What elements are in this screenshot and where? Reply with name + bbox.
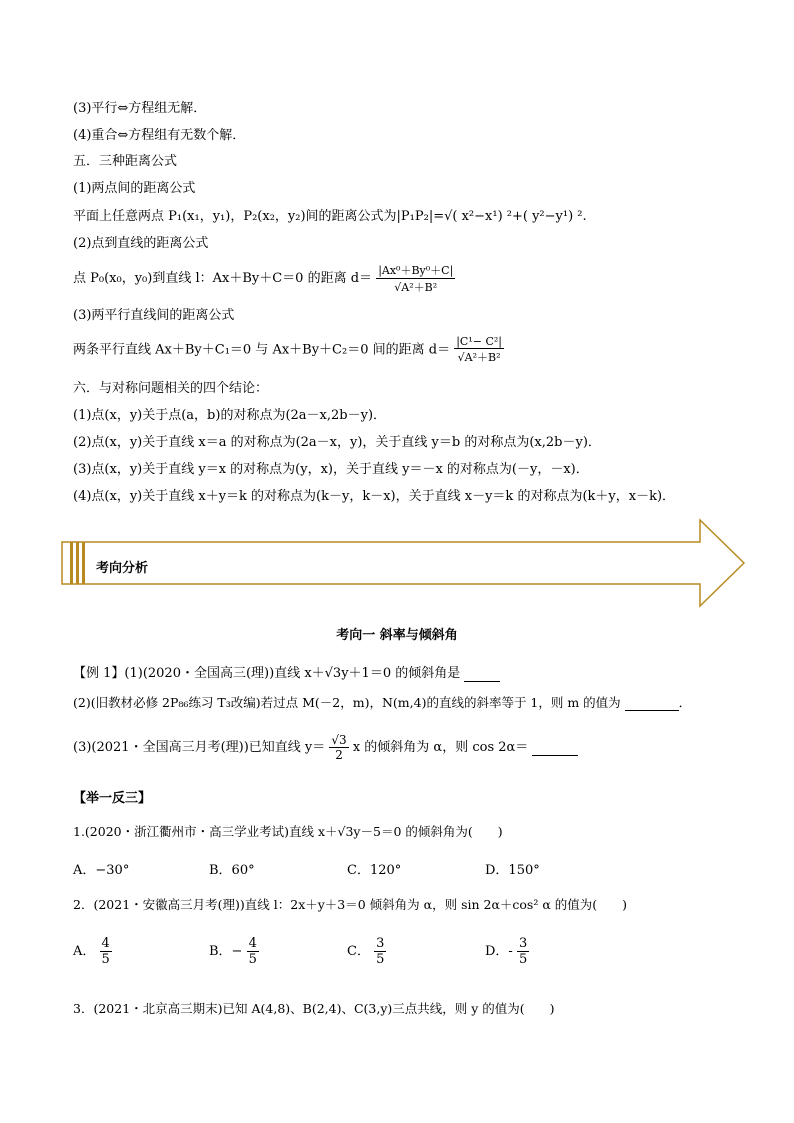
text-line: (4)重合⇔方程组有无数个解． [73, 128, 246, 143]
example-q3 [73, 733, 578, 762]
practice-heading: 【举一反三】 [73, 791, 152, 806]
question-text: x 的倾斜角为 α，则 cos 2α＝ [352, 740, 529, 755]
fraction-numerator: |Ax⁰＋By⁰＋C| [378, 264, 454, 277]
fraction-denominator: 2 [335, 748, 343, 762]
formula-text: 点 P₀(x₀，y₀)到直线 l：Ax＋By＋C＝0 的距离 d＝ [73, 271, 373, 286]
fraction-denominator: 5 [101, 952, 110, 967]
option-a[interactable]: A．−30° [73, 863, 130, 878]
answer-blank [625, 695, 679, 711]
distance-fraction [454, 335, 504, 365]
option-b[interactable] [209, 936, 259, 967]
question-text: 【例 1】(1)(2020・全国高三(理))直线 x＋√3y＋1＝0 的倾斜角是 [73, 666, 461, 681]
answer-blank [464, 666, 500, 682]
fraction-numerator: 3 [376, 936, 385, 951]
practice-q2: 2．(2021・安徽高三月考(理))直线 l：2x＋y＋3＝0 倾斜角为 α，则 sin 2α＋cos² α 的值为( ) [73, 897, 627, 912]
option-label: D．- [485, 944, 513, 959]
practice-q3: 3．(2021・北京高三期末)已知 A(4,8)、B(2,4)、C(3,y)三点共线，则 y 的值为( ) [73, 1001, 555, 1016]
fraction-denominator: 5 [518, 952, 528, 967]
fraction-numerator: 3 [518, 936, 528, 951]
fraction-denominator: √A²＋B² [457, 351, 501, 364]
fraction-numerator: |C¹− C²| [456, 335, 502, 348]
banner-arrow [60, 518, 750, 608]
example-q1 [73, 662, 500, 682]
formula-text: 两条平行直线 Ax＋By＋C₁＝0 与 Ax＋By＋C₂＝0 间的距离 d＝ [73, 342, 451, 358]
conclusion-3: (3)点(x，y)关于直线 y＝x 的对称点为(y，x)，关于直线 y＝－x 的对称点为(－y，－x)． [73, 462, 589, 477]
fraction-denominator: 5 [248, 952, 257, 967]
fraction [329, 733, 348, 762]
option-c[interactable] [347, 936, 386, 967]
fraction [517, 936, 529, 967]
option-d[interactable] [485, 936, 529, 967]
conclusion-1: (1)点(x，y)关于点(a，b)的对称点为(2a－x,2b－y)． [73, 408, 387, 423]
question-text: (3)(2021・全国高三月考(理))已知直线 y＝ [73, 740, 326, 755]
fraction [100, 936, 112, 967]
formula-line [73, 335, 504, 365]
fraction-numerator: √3 [331, 733, 347, 747]
subheading: (1)两点间的距离公式 [73, 181, 196, 196]
option-a[interactable] [73, 936, 112, 967]
option-c[interactable]: C．120° [347, 863, 402, 878]
distance-fraction [376, 262, 455, 295]
formula-line [73, 262, 455, 295]
answer-blank [532, 740, 578, 756]
fraction [247, 936, 259, 967]
option-b[interactable]: B．60° [209, 863, 255, 878]
subheading: (3)两平行直线间的距离公式 [73, 308, 235, 323]
question-text: (2)(旧教材必修 2P₈₆练习 T₃改编)若过点 M(－2，m)，N(m,4)的直线的斜率等于 1，则 m 的值为 [73, 695, 621, 710]
fraction-denominator: 5 [376, 952, 385, 967]
section-heading-5: 五．三种距离公式 [73, 154, 178, 169]
practice-q1: 1.(2020・浙江衢州市・高三学业考试)直线 x＋√3y－5＝0 的倾斜角为( ) [73, 824, 503, 839]
fraction [374, 936, 386, 967]
subheading: (2)点到直线的距离公式 [73, 236, 209, 251]
fraction-numerator: 4 [101, 936, 110, 951]
banner-label: 考向分析 [96, 561, 149, 576]
fraction-numerator: 4 [248, 936, 257, 951]
example-q2: (2)(旧教材必修 2P₈₆练习 T₃改编)若过点 M(－2，m)，N(m,4)的直线的斜率等于 1，则 m 的值为 ． [73, 695, 692, 710]
option-label: B．− [209, 944, 243, 959]
conclusion-4: (4)点(x，y)关于直线 x＋y＝k 的对称点为(k－y，k－x)，关于直线 x－y＝k 的对称点为(k＋y，x－k)． [73, 489, 676, 504]
text-line: (3)平行⇔方程组无解． [73, 101, 207, 116]
option-d[interactable]: D．150° [485, 863, 540, 878]
conclusion-2: (2)点(x，y)关于直线 x＝a 的对称点为(2a－x，y)，关于直线 y＝b 的对称点为(x,2b－y)． [73, 435, 601, 450]
section-title: 考向一 斜率与倾斜角 [336, 628, 458, 643]
section-heading-6: 六．与对称问题相关的四个结论： [73, 381, 269, 396]
option-label: A． [73, 944, 96, 959]
fraction-denominator: √A²＋B² [394, 281, 438, 294]
option-label: C． [347, 944, 370, 959]
formula-line: 平面上任意两点 P₁(x₁，y₁)，P₂(x₂，y₂)间的距离公式为|P₁P₂|=√( x²−x¹) ²+( y²−y¹) ². [73, 209, 587, 224]
